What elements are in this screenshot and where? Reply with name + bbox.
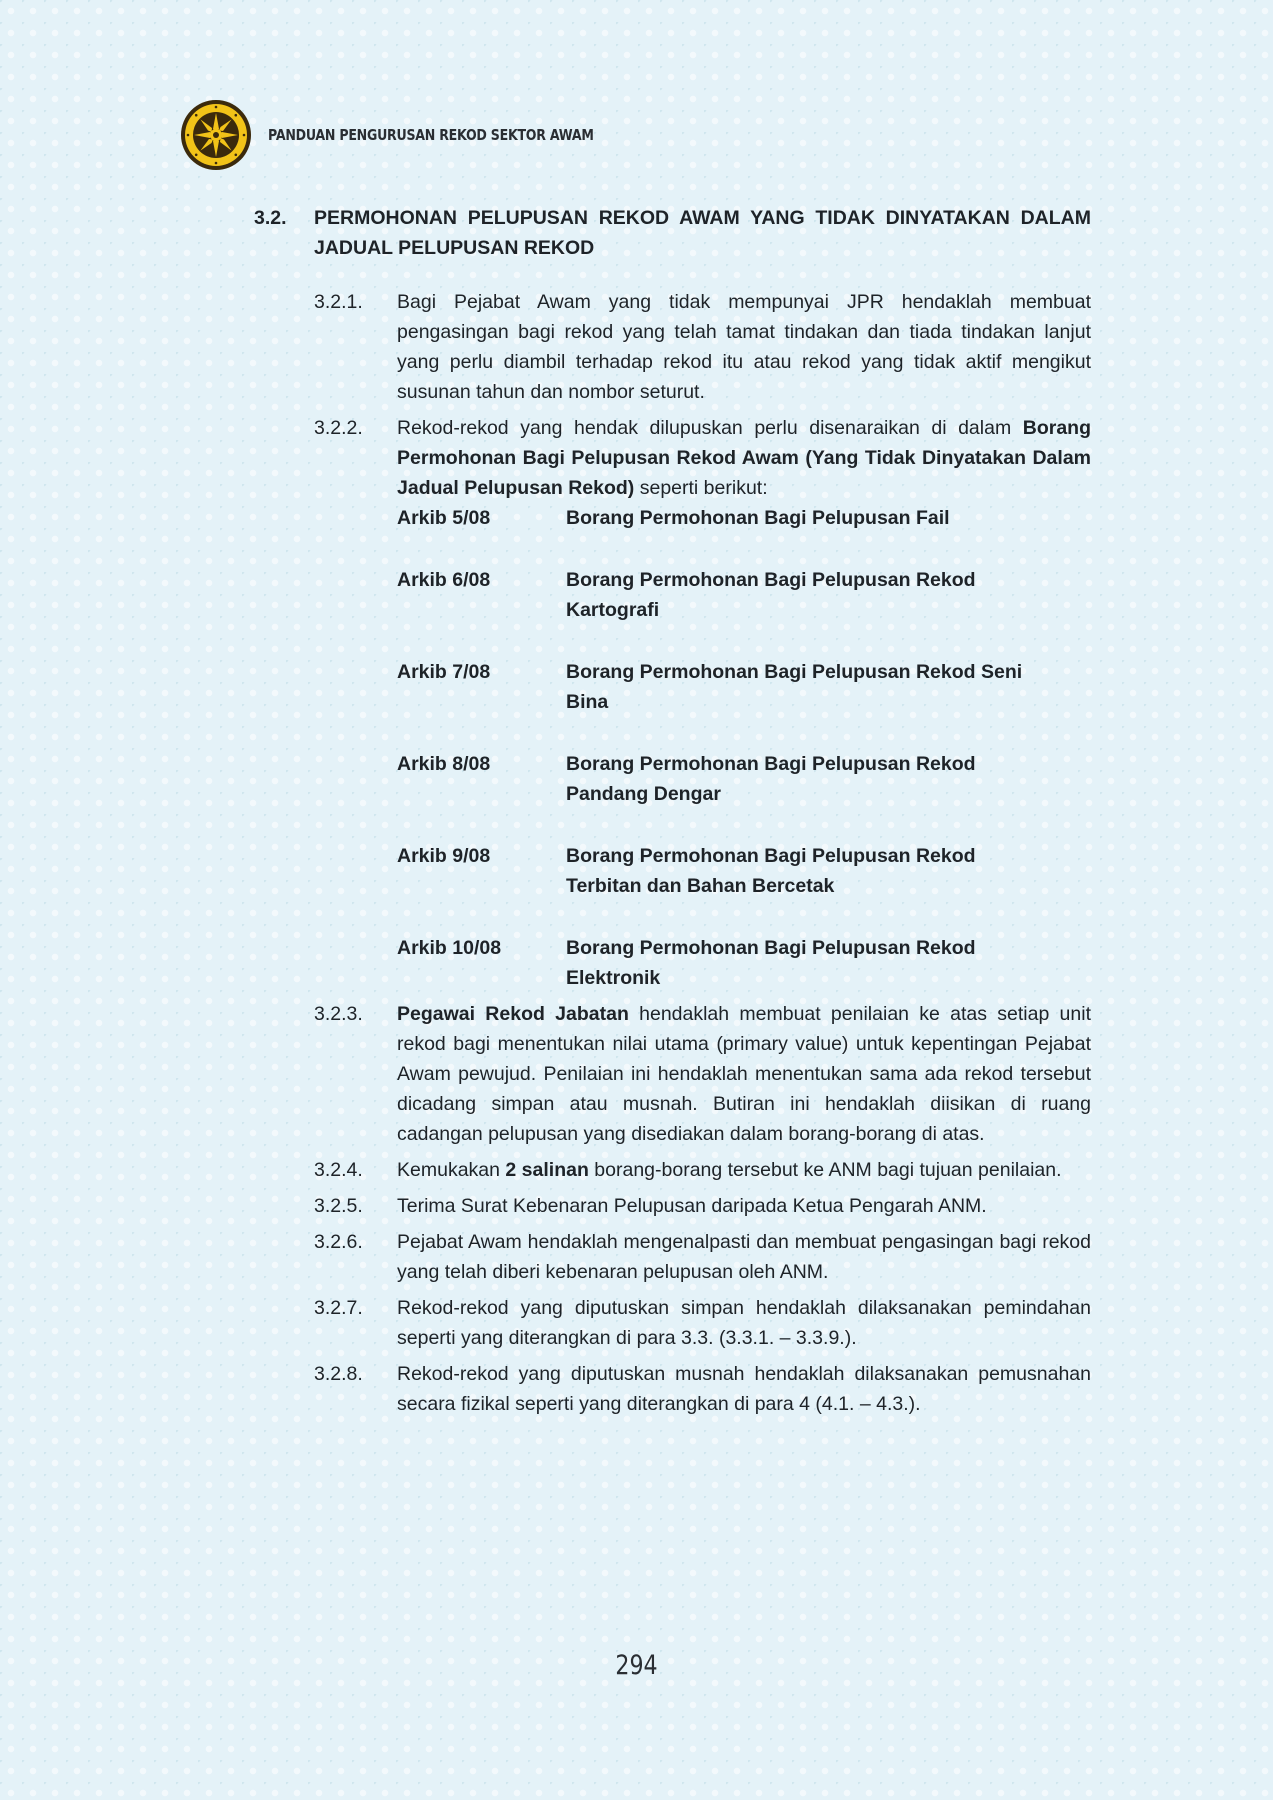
list-item [314,413,1091,503]
header-title: PANDUAN PENGURUSAN REKOD SEKTOR AWAM [268,126,594,144]
item-number: 3.2.3. [314,1003,363,1025]
text-run-bold: Borang Permohonan Bagi Pelupusan Rekod Awam (Yang Tidak Dinyatakan Dalam Jadual Pelupusan Rekod) [397,417,1091,499]
form-row [397,503,1091,533]
item-text: Pejabat Awam hendaklah mengenalpasti dan membuat pengasingan bagi rekod yang telah diberi kebenaran pelupusan oleh ANM. [397,1231,1091,1283]
list-item [314,1191,1091,1221]
form-name: Borang Permohonan Bagi Pelupusan Rekod Kartografi [566,569,976,621]
item-text: Rekod-rekod yang diputuskan simpan hendaklah dilaksanakan pemindahan seperti yang diterangkan di para 3.3. (3.3.1. – 3.3.9.). [397,1297,1091,1349]
item-text [397,1155,1091,1185]
text-run: Kemukakan [397,1159,506,1181]
item-text: Bagi Pejabat Awam yang tidak mempunyai JPR hendaklah membuat pengasingan bagi rekod yang telah tamat tindakan dan tiada tindakan lanjut yang perlu diambil terhadap rekod itu atau rekod yang tidak aktif mengikut susunan tahun dan nombor seturut. [397,291,1091,403]
section-number: 3.2. [254,207,287,229]
item-text [397,999,1091,1149]
section-3-2 [254,203,1091,1425]
list-item [314,287,1091,407]
form-code: Arkib 5/08 [397,507,491,529]
form-row [397,565,1091,625]
item-number: 3.2.8. [314,1363,363,1385]
form-name: Borang Permohonan Bagi Pelupusan Rekod Elektronik [566,937,976,989]
item-number: 3.2.2. [314,417,363,439]
form-code: Arkib 6/08 [397,569,491,591]
form-name: Borang Permohonan Bagi Pelupusan Rekod Terbitan dan Bahan Bercetak [566,845,976,897]
form-row [397,749,1091,809]
item-list [314,287,1091,1419]
text-run: seperti berikut: [634,477,768,499]
form-row [397,841,1091,901]
form-row [397,933,1091,993]
item-number: 3.2.6. [314,1231,363,1253]
form-name: Borang Permohonan Bagi Pelupusan Rekod Pandang Dengar [566,753,976,805]
page-header [180,99,656,171]
item-number: 3.2.1. [314,291,363,313]
text-run: hendaklah membuat penilaian ke atas setiap unit rekod bagi menentukan nilai utama (primary value) untuk kepentingan Pejabat Awam pewujud. Penilaian ini hendaklah menentukan sama ada rekod tersebut dicadang simpan atau musnah. Butiran ini hendaklah diisikan di ruang cadangan pelupusan yang disediakan dalam borang-borang di atas. [397,1003,1091,1145]
form-list [397,503,1091,993]
section-heading [254,203,1091,263]
text-run-bold: 2 salinan [505,1159,589,1181]
page-number: 294 [615,1650,658,1681]
form-name: Borang Permohonan Bagi Pelupusan Fail [566,507,950,529]
list-item [314,1155,1091,1185]
item-number: 3.2.4. [314,1159,363,1181]
text-run-bold: Pegawai Rekod Jabatan [397,1003,629,1025]
text-run: Rekod-rekod yang hendak dilupuskan perlu disenaraikan di dalam [397,417,1023,439]
text-run: borang-borang tersebut ke ANM bagi tujuan penilaian. [588,1159,1062,1181]
form-name: Borang Permohonan Bagi Pelupusan Rekod Seni Bina [566,661,1023,713]
list-item [314,1227,1091,1287]
form-code: Arkib 7/08 [397,661,491,683]
form-code: Arkib 10/08 [397,937,502,959]
list-item [314,1359,1091,1419]
item-number: 3.2.7. [314,1297,363,1319]
form-code: Arkib 8/08 [397,753,491,775]
item-text: Rekod-rekod yang diputuskan musnah hendaklah dilaksanakan pemusnahan secara fizikal seperti yang diterangkan di para 4 (4.1. – 4.3.). [397,1363,1091,1415]
list-item [314,999,1091,1149]
emblem-logo-icon [180,99,252,171]
item-number: 3.2.5. [314,1195,363,1217]
item-text: Terima Surat Kebenaran Pelupusan daripada Ketua Pengarah ANM. [397,1195,987,1217]
form-row [397,657,1091,717]
section-title: PERMOHONAN PELUPUSAN REKOD AWAM YANG TIDAK DINYATAKAN DALAM JADUAL PELUPUSAN REKOD [314,207,1091,259]
item-text [397,413,1091,503]
list-item [314,1293,1091,1353]
form-code: Arkib 9/08 [397,845,491,867]
